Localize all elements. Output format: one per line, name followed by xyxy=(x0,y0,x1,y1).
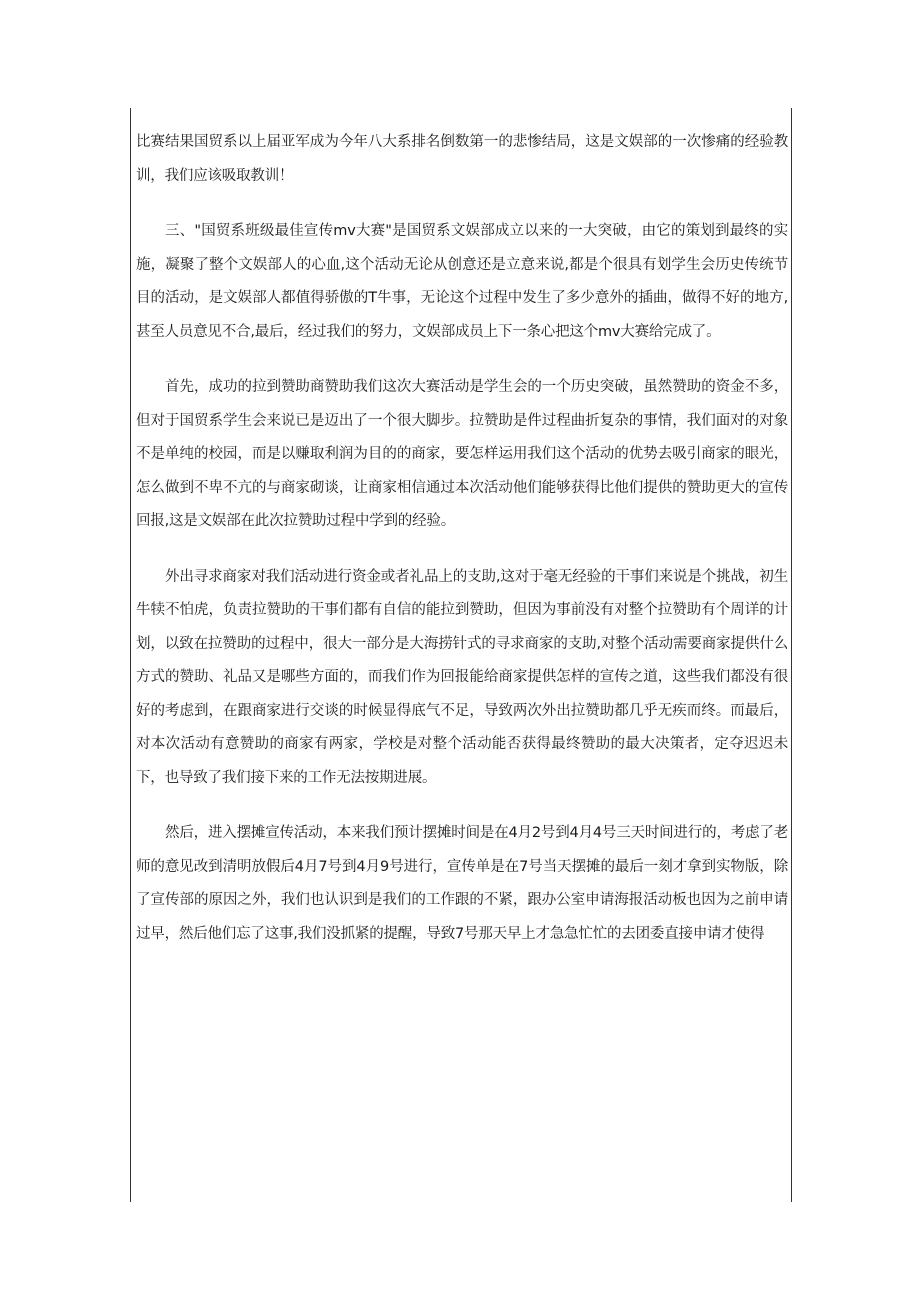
page-border-left xyxy=(130,108,131,1202)
paragraph-sponsorship: 外出寻求商家对我们活动进行资金或者礼品上的支助,这对于毫无经验的干事们来说是个挑战，初生牛犊不怕虎，负责拉赞助的干事们都有自信的能拉到赞助，但因为事前没有对整个拉赞助有个周详的计划，以致在拉赞助的过程中，很大一部分是大海捞针式的寻求商家的支助,对整个活动需要商家提供什么方式的赞助、礼品又是哪些方面的，而我们作为回报能给商家提供怎样的宣传之道，这些我们都没有很好的考虑到，在跟商家进行交谈的时候显得底气不足，导致两次外出拉赞助都几乎无疾而终。而最后，对本次活动有意赞助的商家有两家，学校是对整个活动能否获得最终赞助的最大决策者，定夺迟迟未下，也导致了我们接下来的工作无法按期进展。 xyxy=(136,568,788,786)
paragraph-continued: 比赛结果国贸系以上届亚军成为今年八大系排名倒数第一的悲惨结局，这是文娱部的一次惨痛的经验教训，我们应该吸取教训！ xyxy=(136,134,788,184)
paragraph-section-three: 三、"国贸系班级最佳宣传mv大赛"是国贸系文娱部成立以来的一大突破，由它的策划到最终的实施，凝聚了整个文娱部人的心血,这个活动无论从创意还是立意来说,都是个很具有划学生会历史传统节目的活动，是文娱部人都值得骄傲的T牛事，无论这个过程中发生了多少意外的插曲，做得不好的地方,甚至人员意见不合,最后，经过我们的努力，文娱部成员上下一条心把这个mv大赛给完成了。 xyxy=(136,223,788,340)
page-border-right xyxy=(791,108,792,1202)
paragraph-first: 首先，成功的拉到赞助商赞助我们这次大赛活动是学生会的一个历史突破，虽然赞助的资金不多，但对于国贸系学生会来说已是迈出了一个很大脚步。拉赞助是件过程曲折复杂的事情，我们面对的对象不是单纯的校园，而是以赚取利润为目的的商家，要怎样运用我们这个活动的优势去吸引商家的眼光，怎么做到不卑不亢的与商家砌谈，让商家相信通过本次活动他们能够获得比他们提供的赞助更大的宣传回报,这是文娱部在此次拉赞助过程中学到的经验。 xyxy=(136,379,788,529)
document-body xyxy=(136,126,788,973)
paragraph-then: 然后，进入摆摊宣传活动，本来我们预计摆摊时间是在4月2号到4月4号三天时间进行的，考虑了老师的意见改到清明放假后4月7号到4月9号进行，宣传单是在7号当天摆摊的最后一刻才拿到实物版，除了宣传部的原因之外，我们也认识到是我们的工作跟的不紧，跟办公室申请海报活动板也因为之前申请过早，然后他们忘了这事,我们没抓紧的提醒，导致7号那天早上才急急忙忙的去团委直接申请才使得 xyxy=(136,825,788,942)
